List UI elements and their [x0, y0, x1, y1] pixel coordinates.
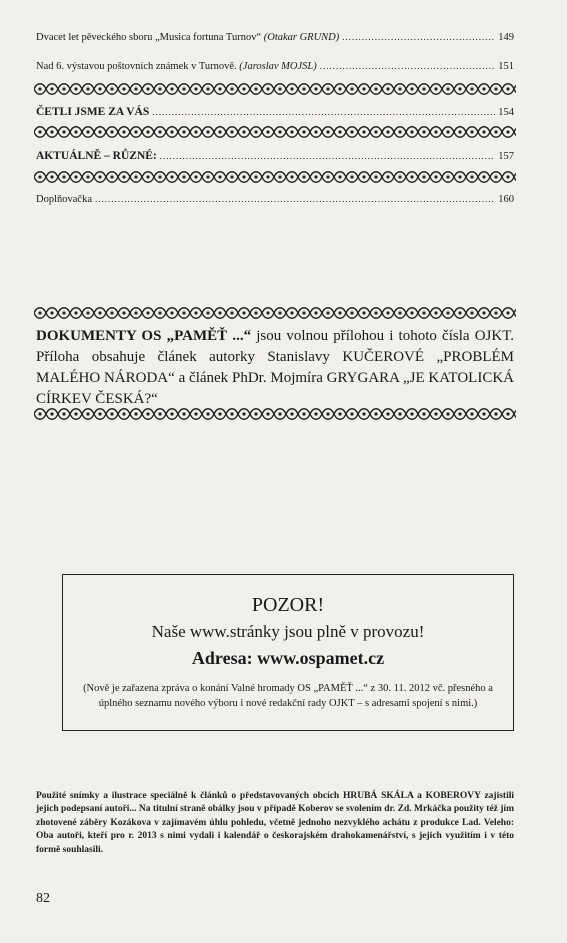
wavy-ornament-icon [34, 170, 516, 184]
documents-notice [36, 326, 514, 410]
wavy-ornament-icon [34, 407, 516, 421]
toc-entry-page: 149 [498, 32, 514, 43]
toc-entry [36, 106, 514, 118]
toc-entry-title: ČETLI JSME ZA VÁS [36, 106, 150, 118]
toc-entry [36, 32, 514, 43]
toc-entry-title: Dvacet let pěveckého sboru „Musica fortuna Turnov“ (Otakar GRUND) [36, 32, 340, 43]
toc-entry-title: Nad 6. výstavou poštovních známek v Turnově. (Jaroslav MOJSL) [36, 61, 317, 72]
toc-entry-title: AKTUÁLNĚ – RŮZNÉ: [36, 150, 157, 162]
announcement-line: Naše www.stránky jsou plně v provozu! [151, 622, 425, 641]
toc-leader-dots [160, 151, 495, 161]
toc-entry-author: (Otakar GRUND) [263, 32, 340, 43]
announcement-heading: POZOR! [251, 594, 325, 616]
toc-entry [36, 61, 514, 72]
notice-lead: DOKUMENTY OS „PAMĚŤ ...“ [36, 328, 252, 344]
toc-entry [36, 150, 514, 162]
toc-leader-dots [95, 194, 495, 204]
toc-leader-dots [342, 32, 495, 42]
toc-entry [36, 194, 514, 205]
photo-credits: Použité snímky a ilustrace speciálně k článků o představovaných obcích HRUBÁ SKÁLA a KOBEROVY zajistili jejich podepsaní autoři... Na titulní straně obálky jsou v případě Koberov se svolením dr. Zd. Mrkáčka použity též jím zhotovené záběry Kozákova v zajímavém úhlu pohledu, včetně jednoho nezvyklého achátu z produkce Lad. Veleho: Oba autoři, kteří pro r. 2013 s nimi vydali i kalendář o českorajském drahokamenářství, s jejich využitím i v této formě souhlasili. [36, 791, 514, 855]
website-announcement-box [62, 574, 514, 731]
toc-entry-page: 160 [498, 194, 514, 205]
wavy-ornament-icon [34, 125, 516, 139]
announcement-note: (Nově je zařazena zpráva o konání Valné hromady OS „PAMĚŤ ...“ z 30. 11. 2012 vč. přesného a úplného seznamu nového výboru i nové redakční rady OJKT – s adresami spojení s nimi.) [83, 683, 493, 709]
page-number: 82 [36, 891, 50, 906]
toc-entry-page: 151 [498, 61, 514, 72]
notice-body: jsou volnou přílohou i tohoto čísla OJKT. Příloha obsahuje článek autorky Stanislavy KUČEROVÉ „PROBLÉM MALÉHO NÁRODA“ a článek PhDr. Mojmíra GRYGARA „JE KATOLICKÁ CÍRKEV ČESKÁ?“ [36, 328, 514, 407]
toc-leader-dots [152, 107, 495, 117]
toc-leader-dots [320, 61, 496, 71]
toc-entry-page: 154 [498, 107, 514, 118]
toc-entry-title: Doplňovačka [36, 194, 92, 205]
announcement-address: Adresa: www.ospamet.cz [191, 648, 385, 668]
wavy-ornament-icon [34, 82, 516, 96]
toc-entry-page: 157 [498, 151, 514, 162]
wavy-ornament-icon [34, 306, 516, 320]
toc-entry-author: (Jaroslav MOJSL) [239, 61, 317, 72]
